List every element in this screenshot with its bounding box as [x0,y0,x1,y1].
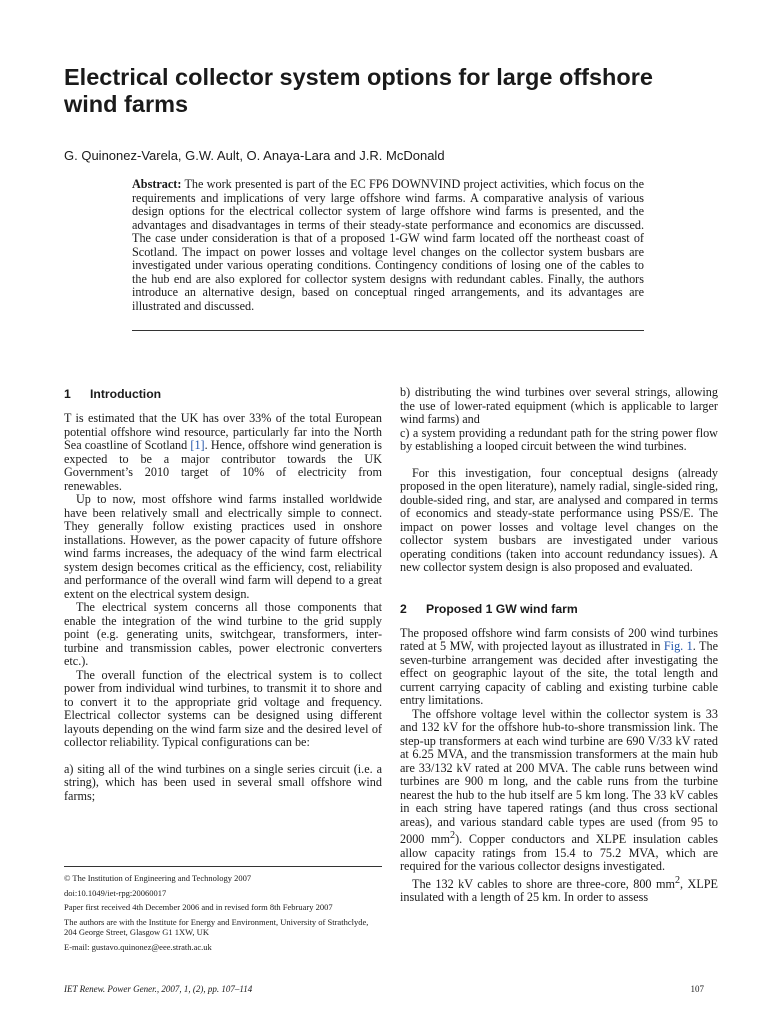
config-item-c: c) a system providing a redundant path for the string power flow by establishing a looped circuit between the wind turbines. [400,425,718,453]
figure-link-1[interactable]: Fig. 1 [663,639,693,653]
journal-citation: IET Renew. Power Gener., 2007, 1, (2), pp. 107–114 [64,984,253,994]
section-1-title: Introduction [90,387,162,401]
windfarm-p2-text: The offshore voltage level within the collector system is 33 and 132 kV for the offshore hub-to-shore transmission link. The step-up transformers at each wind turbine are 690 V/33 kV rated at 6.25 MVA, and the transmission transformers at the main hub are 33/132 kV rated at 200 MVA. The cable runs between wind turbines are 900 m long, and the cable runs from the turbine nearest the hub to the hub itself are 5 km long. The 33 kV cables in each string have tapered ratings (and thus cross sectional areas), and various standard cable types are used (from 95 to 2000 mm [400,706,718,847]
windfarm-p1-text: The proposed offshore wind farm consists of 200 wind turbines rated at 5 MW, with projected layout as illustrated in [400,625,718,653]
windfarm-p1-text-cont: . The seven-turbine arrangement was decided after investigating the effect on geographic layout of the site, the total length and current carrying capacity of cabling and existing turbine cable entry limitations. [400,639,718,707]
section-1-number: 1 [64,387,71,401]
intro-paragraph-2: Up to now, most offshore wind farms installed worldwide have been relatively small and electrically simple to connect. They generally follow existing practices used in onshore installations. However, as the power capacity of future offshore wind farms increases, the adequacy of the wind farm electrical system design becomes critical as the efficiency, cost, reliability and performance of the overall wind farm will depend to a great extent on the electrical system design. [64,492,382,601]
intro-p1-text: T is estimated that the UK has over 33% of the total European potential offshore wind resource, particularly far into the North Sea coastline of Scotland [64,411,382,452]
section-1-heading [64,386,382,402]
abstract [132,178,644,313]
intro-paragraph-4: The overall function of the electrical system is to collect power from individual wind turbines, to transmit it to shore and to convert it to the appropriate grid voltage and frequency. Electrical collector systems can be designed using different layouts depending on the wind farm size and the desired level of collector reliability. Typical configurations can be: [64,667,382,749]
section-2-title: Proposed 1 GW wind farm [426,601,578,616]
footnotes [64,866,382,956]
section-2-number: 2 [400,601,407,616]
superscript: 2 [449,830,456,841]
affiliation-note: The authors are with the Institute for Energy and Environment, University of Strathclyde, 204 George Street, Glasgow G1 1XW, UK [64,916,369,937]
windfarm-paragraph-2 [400,708,718,874]
config-item-a: a) siting all of the wind turbines on a single series circuit (i.e. a string), which has been used in several small offshore wind farms; [64,761,382,803]
config-item-b: b) distributing the wind turbines over several strings, allowing the use of lower-rated equipment (which is applicable to larger wind farms) and [400,385,718,426]
right-column [400,386,718,905]
copyright-note: © The Institution of Engineering and Technology 2007 [64,873,252,883]
paper-title: Electrical collector system options for large offshore wind farms [64,64,653,117]
windfarm-paragraph-1 [400,627,718,708]
intro-paragraph-1 [64,412,382,493]
email-note: E-mail: gustavo.quinonez@eee.strath.ac.uk [64,941,212,952]
windfarm-p3-text: The 132 kV cables to shore are three-core, 800 mm [412,876,675,891]
superscript: 2 [674,874,681,886]
investigation-paragraph: For this investigation, four conceptual designs (already proposed in the open literature), namely radial, single-sided ring, double-sided ring, and star, are analysed and compared in terms of economics and steady-state performance using PSS/E. The impact on power losses and voltage level changes on the collector system busbars are investigated under various operating conditions (taken into account redundancy issues). A new collector system design is also proposed and evaluated. [400,465,718,574]
doi-note: doi:10.1049/iet-rpg:20060017 [64,887,167,898]
abstract-divider [132,330,644,331]
received-note: Paper first received 4th December 2006 and in revised form 8th February 2007 [64,902,333,912]
windfarm-paragraph-3 [400,874,718,905]
left-column [64,386,382,803]
page-number: 107 [690,984,704,994]
reference-link-1[interactable]: [1] [190,438,205,452]
section-2-heading [400,601,718,617]
windfarm-p2-text-cont: ). Copper conductors and XLPE insulation cables allow capacity ratings from 15.4 to 75.2 MVA, which are required for the various collector designs investigated. [400,832,718,874]
abstract-label: Abstract: [132,177,182,191]
windfarm-p3-text-cont: , XLPE insulated with a length of 25 km. In order to assess [400,876,718,905]
intro-p1-text-cont: . Hence, offshore wind generation is expected to be a major contributor towards the UK Government’s 2010 target of 10% of electricity from renewables. [64,438,382,493]
intro-paragraph-3: The electrical system concerns all those components that enable the integration of the wind turbine to the grid supply point (e.g. generating units, switchgear, transformers, inter-turbine and transmission cables, power electronic converters etc.). [64,600,382,668]
author-list: G. Quinonez-Varela, G.W. Ault, O. Anaya-Lara and J.R. McDonald [64,148,445,163]
abstract-text: The work presented is part of the EC FP6 DOWNVIND project activities, which focus on the requirements and implications of very large offshore wind farms. A comparative analysis of various design options for the electrical collector system of large offshore wind farms is presented, and the advantages and disadvantages in terms of their steady-state performance and economics are discussed. The case under consideration is that of a proposed 1-GW wind farm located off the northeast coast of Scotland. The impact on power losses and voltage level changes on the collector system busbars are investigated under various operating conditions. Contingency conditions of losing one of the cables to the hub end are also explored for collector system designs with redundant cables. Finally, the authors introduce an alternative design, based on conceptual ringed arrangements, and its advantages are illustrated and discussed. [132,177,644,313]
